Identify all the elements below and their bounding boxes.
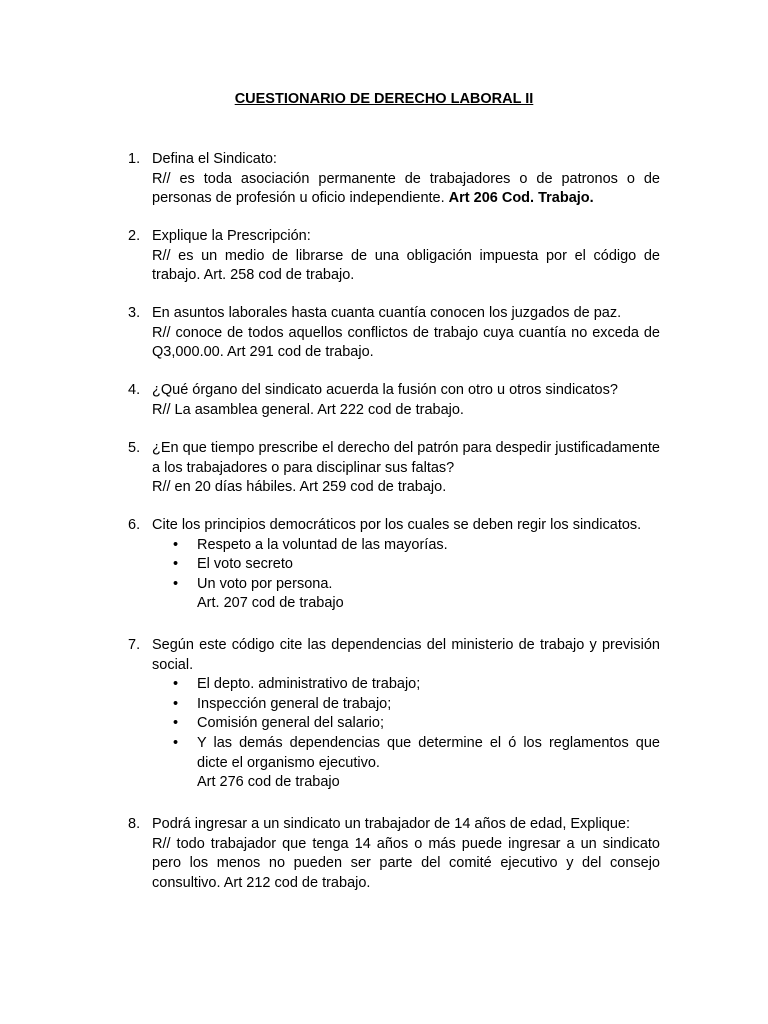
answer-text: R// conoce de todos aquellos conflictos de trabajo cuya cuantía no exceda de Q3,000.00. Art 291 cod de trabajo. — [152, 324, 660, 361]
question-text: Cite los principios democráticos por los cuales se deben regir los sindicatos. — [152, 517, 642, 533]
list-item-text: Comisión general del salario; — [197, 715, 384, 732]
question-number: 7. — [128, 637, 141, 653]
list-item — [152, 734, 660, 793]
list-item-text: Y las demás dependencias que determine el ó los reglamentos que dicte el organismo ejecutivo. — [197, 734, 660, 771]
list-item — [152, 575, 660, 614]
question-number: 3. — [128, 305, 141, 321]
question-text: Defina el Sindicato: — [152, 151, 277, 167]
question-text: Según este código cite las dependencias del ministerio de trabajo y previsión social. — [152, 637, 660, 673]
question-number: 1. — [128, 151, 141, 167]
list-item-text: Un voto por persona. — [197, 575, 333, 592]
question-number: 4. — [128, 382, 141, 398]
list-item-text: Respeto a la voluntad de las mayorías. — [197, 536, 448, 553]
question-number: 6. — [128, 517, 141, 533]
question-text: En asuntos laborales hasta cuanta cuantía conocen los juzgados de paz. — [152, 305, 622, 321]
question-3 — [128, 304, 660, 363]
question-1 — [128, 150, 660, 209]
question-5 — [128, 439, 660, 498]
list-item-text: El depto. administrativo de trabajo; — [197, 676, 421, 693]
question-6 — [128, 516, 660, 614]
question-number: 5. — [128, 440, 141, 456]
list-item — [152, 555, 660, 575]
bullet-icon: • — [173, 575, 179, 592]
question-4 — [128, 381, 660, 420]
question-2 — [128, 227, 660, 286]
list-item-text: El voto secreto — [197, 556, 293, 573]
answer-reference: Art 206 Cod. Trabajo. — [448, 190, 594, 207]
answer-text: R// en 20 días hábiles. Art 259 cod de trabajo. — [152, 479, 447, 496]
question-text: Podrá ingresar a un sindicato un trabajador de 14 años de edad, Explique: — [152, 816, 631, 832]
question-number: 2. — [128, 228, 141, 244]
principles-list — [152, 536, 660, 614]
list-item — [152, 714, 660, 734]
question-number: 8. — [128, 816, 141, 832]
question-7 — [128, 636, 660, 793]
bullet-icon: • — [173, 734, 179, 751]
list-item — [152, 695, 660, 715]
answer-text: R// todo trabajador que tenga 14 años o más puede ingresar a un sindicato pero los menos no pueden ser parte del comité ejecutivo y del consejo consultivo. Art 212 cod de trabajo. — [152, 835, 660, 891]
list-item — [152, 675, 660, 695]
answer-text: R// es un medio de librarse de una obligación impuesta por el código de trabajo. Art. 258 cod de trabajo. — [152, 247, 660, 284]
article-reference: Art. 207 cod de trabajo — [197, 595, 344, 612]
list-item-text: Inspección general de trabajo; — [197, 695, 392, 712]
bullet-icon: • — [173, 715, 179, 732]
answer-text — [152, 170, 660, 209]
article-reference: Art 276 cod de trabajo — [197, 774, 340, 791]
question-8 — [128, 815, 660, 893]
question-text: Explique la Prescripción: — [152, 228, 311, 244]
document-title: CUESTIONARIO DE DERECHO LABORAL II — [234, 91, 534, 107]
question-text: ¿Qué órgano del sindicato acuerda la fusión con otro u otros sindicatos? — [152, 382, 618, 398]
question-text: ¿En que tiempo prescribe el derecho del patrón para despedir justificadamente a los trabajadores o para disciplinar sus faltas? — [152, 440, 660, 476]
bullet-icon: • — [173, 695, 179, 712]
answer-text: R// La asamblea general. Art 222 cod de trabajo. — [152, 401, 464, 418]
list-item — [152, 536, 660, 556]
bullet-icon: • — [173, 556, 179, 573]
bullet-icon: • — [173, 676, 179, 693]
answer-body: R// es toda asociación permanente de trabajadores o de patronos o de personas de profesión u oficio independiente. — [152, 170, 660, 207]
dependencies-list — [152, 675, 660, 793]
bullet-icon: • — [173, 536, 179, 553]
